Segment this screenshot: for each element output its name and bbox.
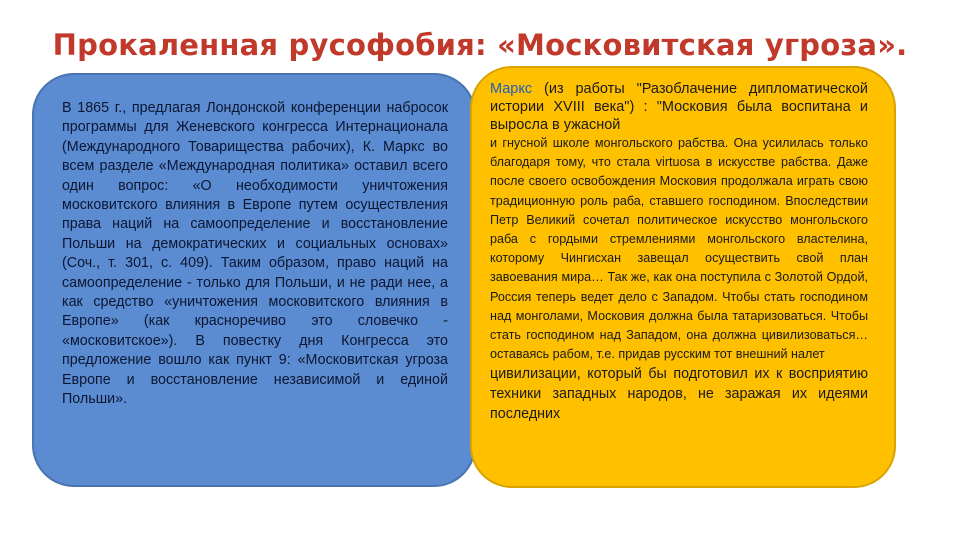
right-quote-panel — [470, 66, 896, 488]
quote-author: Маркс — [490, 81, 533, 97]
left-panel-text: В 1865 г., предлагая Лондонской конференции набросок программы для Женевского конгресса Интернационала (Международного Товарищества рабочих), К. Маркс во всем разделе «Международная политика» оставил всего один вопрос: «О необходимости уничтожения московитского влияния в Европе путем осуществления права наций на самоопределение и восстановление Польши на демократических и социальных основах» (Соч., т. 301, с. 409). Таким образом, право наций на самоопределение - только для Польши, и не ради нее, а как средство «уничтожения московитского влияния в Европе» (как красноречиво это словечко - «московитское»). В повестку дня Конгресса это предложение вошло как пункт 9: «Московитская угроза Европе и восстановление независимой и единой Польши». — [62, 100, 448, 408]
left-text-panel — [32, 73, 476, 487]
slide-title: Прокаленная русофобия: «Московитская угроза». — [52, 28, 908, 62]
quote-tail: цивилизации, который бы подготовил их к восприятию техники западных народов, не заражая их идеями последних — [490, 366, 868, 423]
quote-lead-text: (из работы "Разоблачение дипломатической истории XVIII века") : "Московия была воспитана и выросла в ужасной — [490, 81, 868, 133]
quote-lead — [490, 80, 868, 134]
quote-body: и гнусной школе монгольского рабства. Она усилилась только благодаря тому, что стала virtuosa в искусстве рабства. Даже после своего освобождения Московия продолжала играть свою традиционную роль раба, ставшего господином. Впоследствии Петр Великий сочетал политическое искусство монгольского раба с гордыми стремлениями монгольского властелина, которому Чингисхан завещал осуществить свой план завоевания мира… Так же, как она поступила с Золотой Ордой, Россия теперь ведет дело с Западом. Чтобы стать господином над монголами, Московия должна была татаризоваться. Чтобы стать господином над Западом, она должна цивилизоваться… оставаясь рабом, т.е. придав русским тот внешний налет — [490, 136, 868, 362]
